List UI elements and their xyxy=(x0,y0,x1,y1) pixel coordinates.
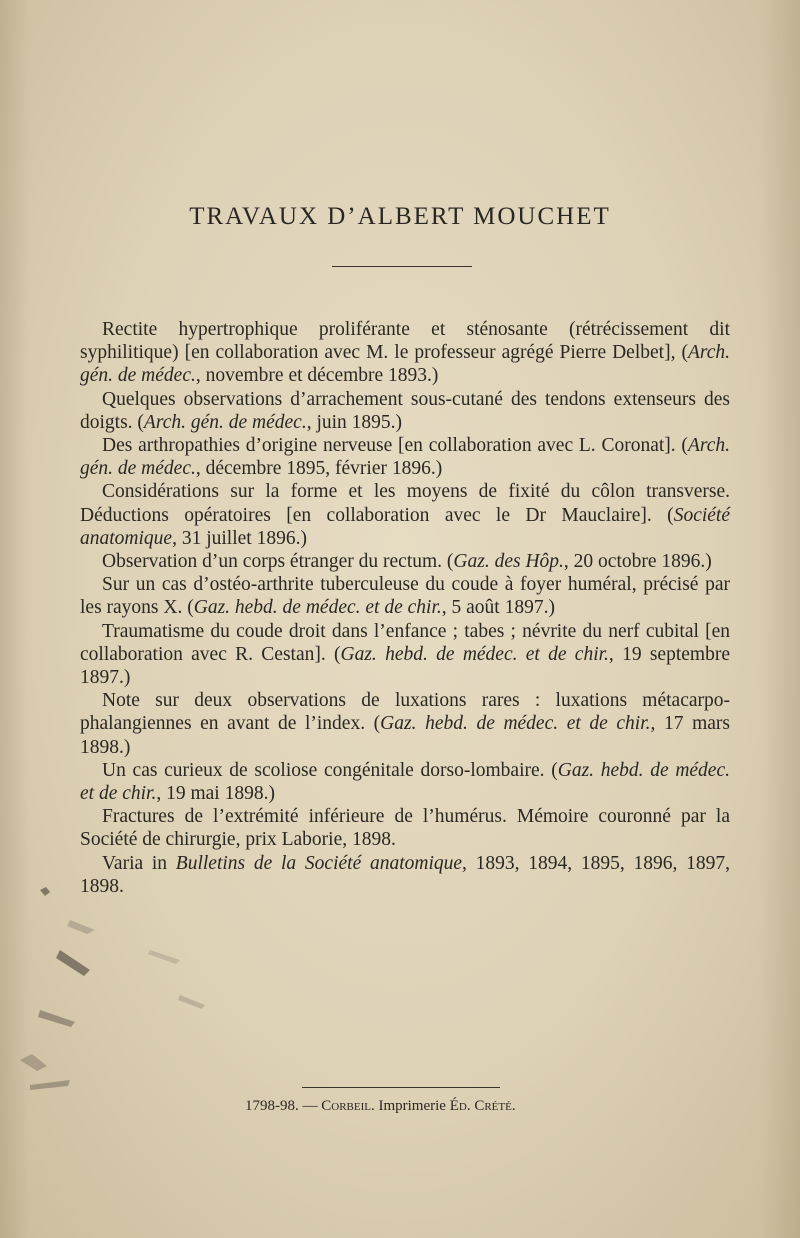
journal-source: Arch. gén. de médec. xyxy=(80,435,730,480)
publication-entry: Traumatisme du coude droit dans l’enfance ; tabes ; névrite du nerf cubital [en collaboration avec R. Cestan]. (Gaz. hebd. de médec. et de chir., 19 septembre 1897.) xyxy=(80,620,730,689)
publication-entry: Rectite hypertrophique proliférante et sténosante (rétrécissement dit syphilitique) [en collaboration avec M. le professeur agrégé Pierre Delbet], (Arch. gén. de médec., novembre et décembre 1893.) xyxy=(80,319,730,387)
title-divider xyxy=(332,266,472,267)
publication-entry: Sur un cas d’ostéo-arthrite tuberculeuse du coude à foyer huméral, précisé par les rayons X. (Gaz. hebd. de médec. et de chir., 5 août 1897.) xyxy=(80,574,730,619)
journal-source: Arch. gén. de médec. xyxy=(80,342,730,387)
publication-entry: Fractures de l’extrémité inférieure de l’humérus. Mémoire couronné par la Société de chirurgie, prix Laborie, 1898. xyxy=(80,806,730,851)
publication-entry: Des arthropathies d’origine nerveuse [en collaboration avec L. Coronat]. (Arch. gén. de médec., décembre 1895, février 1896.) xyxy=(80,435,730,480)
imprint-city: Corbeil. xyxy=(321,1098,375,1114)
journal-source: Gaz. hebd. de médec. et de chir. xyxy=(80,759,730,805)
publication-entry: Un cas curieux de scoliose congénitale dorso-lombaire. (Gaz. hebd. de médec. et de chir., 19 mai 1898.) xyxy=(80,759,730,805)
journal-source: Gaz. hebd. de médec. et de chir. xyxy=(380,713,651,735)
imprint-printer: Éd. Crété. xyxy=(449,1098,516,1114)
printer-imprint: 1798-98. — Corbeil. Imprimerie Éd. Crété. xyxy=(245,1098,516,1114)
publication-entry: Quelques observations d’arrachement sous-cutané des tendons extenseurs des doigts. (Arch. gén. de médec., juin 1895.) xyxy=(80,388,730,433)
publication-entry: Considérations sur la forme et les moyens de fixité du côlon transverse. Déductions opératoires [en collaboration avec le Dr Mauclaire]. (Société anatomique, 31 juillet 1896.) xyxy=(80,481,730,549)
journal-source: Gaz. des Hôp. xyxy=(453,551,564,573)
publication-entry: Varia in Bulletins de la Société anatomique, 1893, 1894, 1895, 1896, 1897, 1898. xyxy=(80,852,731,897)
page-title: TRAVAUX D’ALBERT MOUCHET xyxy=(189,203,611,230)
page-shadow-right xyxy=(760,0,800,1238)
journal-source: Société anatomique xyxy=(80,504,730,549)
journal-source: Bulletins de la Société anatomique xyxy=(175,852,463,874)
publication-list xyxy=(80,318,730,898)
journal-source: Arch. gén. de médec. xyxy=(143,411,307,433)
journal-source: Gaz. hebd. de médec. et de chir. xyxy=(340,643,609,665)
journal-source: Gaz. hebd. de médec. et de chir. xyxy=(193,597,442,619)
footer-divider xyxy=(302,1087,500,1088)
publication-entry: Observation d’un corps étranger du rectum. (Gaz. des Hôp., 20 octobre 1896.) xyxy=(102,551,712,573)
publication-entry: Note sur deux observations de luxations rares : luxations métacarpo-phalangiennes en avant de l’index. (Gaz. hebd. de médec. et de chir., 17 mars 1898.) xyxy=(80,690,730,758)
ink-smudges xyxy=(0,870,240,1130)
